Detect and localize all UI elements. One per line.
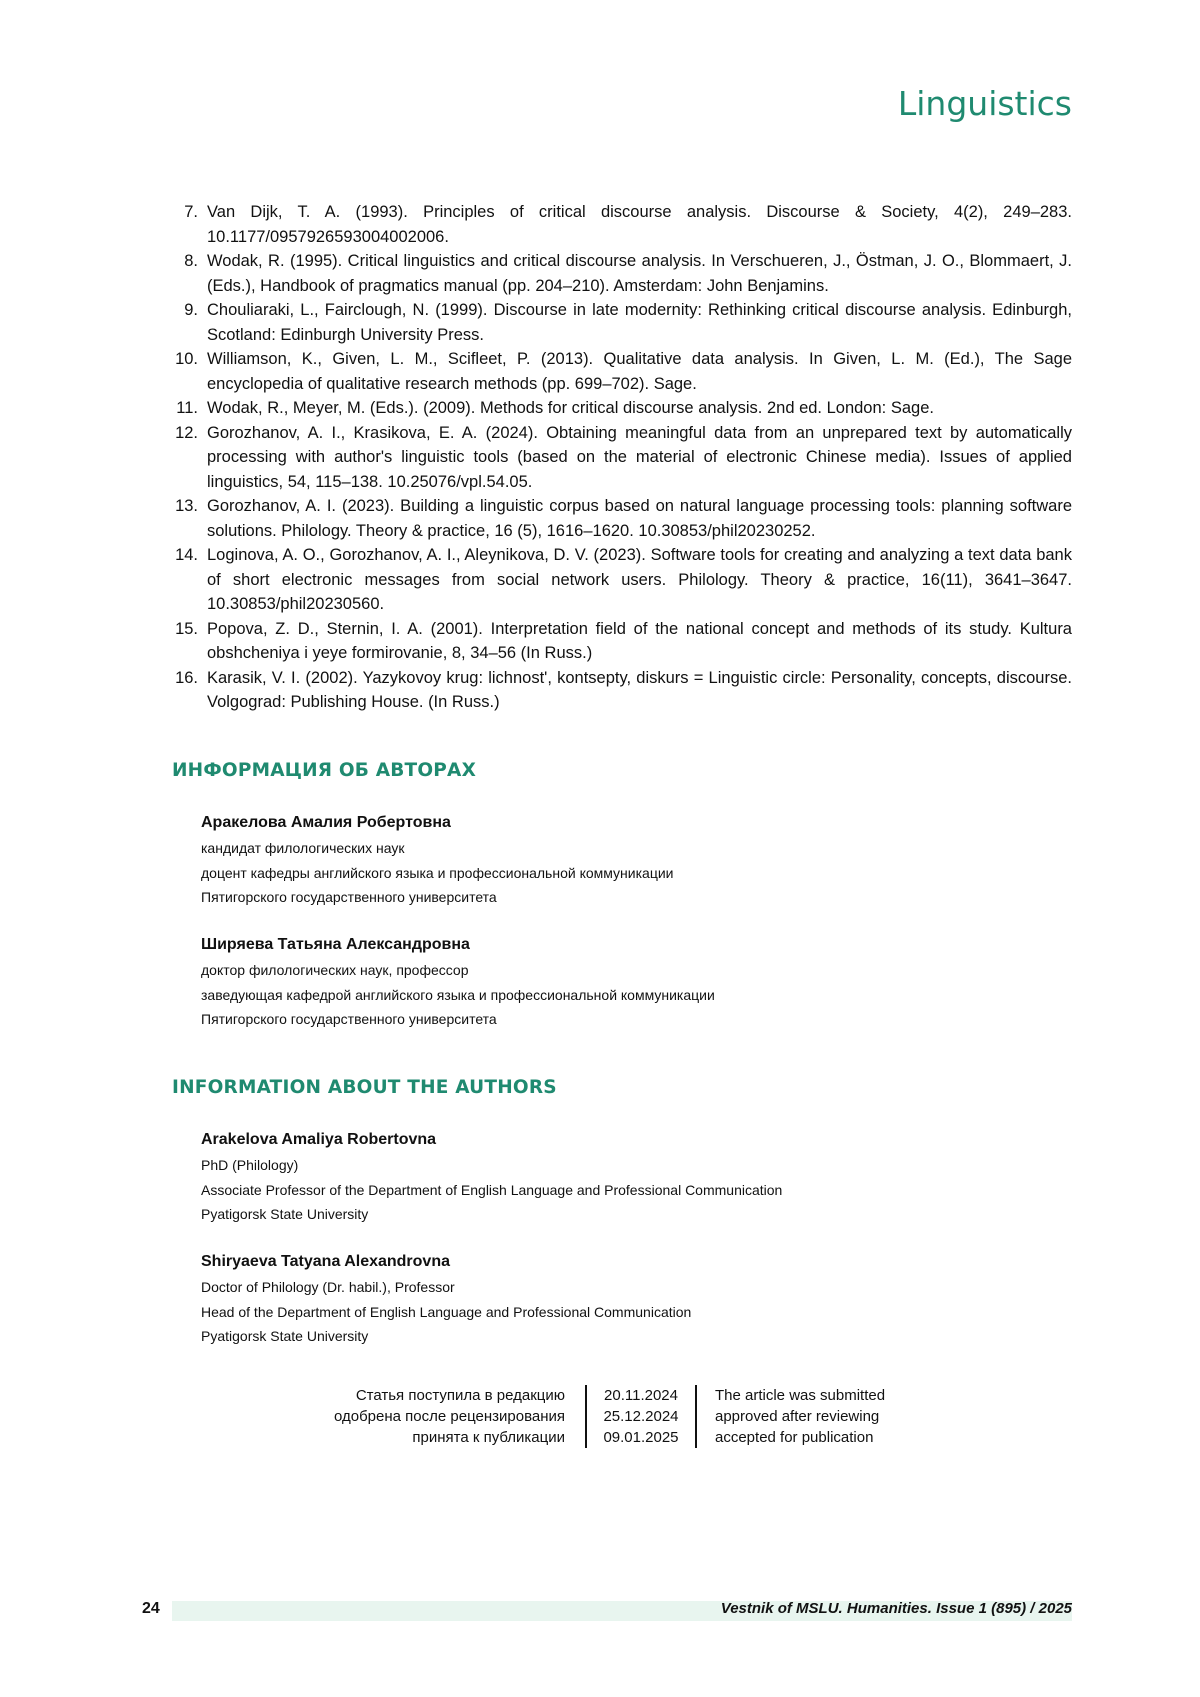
reference-number: 10. — [158, 347, 198, 372]
page-number: 24 — [142, 1600, 160, 1618]
reference-text: Loginova, A. O., Gorozhanov, A. I., Aleynikova, D. V. (2023). Software tools for creating and analyzing a text data bank of short electronic messages from social network users. Philology. Theory & practice, 16(11), 3641–3647. 10.30853/phil20230560. — [207, 546, 1072, 613]
approved-label-ru: одобрена после рецензирования — [300, 1406, 565, 1427]
dates-values — [587, 1385, 697, 1448]
accepted-label-ru: принята к публикации — [300, 1427, 565, 1448]
reference-item — [172, 298, 1072, 347]
submitted-date: 20.11.2024 — [595, 1385, 687, 1406]
section-label: Linguistics — [898, 84, 1072, 123]
reference-text: Popova, Z. D., Sternin, I. A. (2001). Interpretation field of the national concept and methods of its study. Kultura obshcheniya i yeye formirovanie, 8, 34–56 (In Russ.) — [207, 620, 1072, 663]
reference-item — [172, 617, 1072, 666]
author-position: Head of the Department of English Language and Professional Communication — [201, 1300, 691, 1325]
reference-number: 8. — [158, 249, 198, 274]
reference-item — [172, 200, 1072, 249]
author-block-ru-2 — [201, 932, 715, 1032]
author-affiliation: Pyatigorsk State University — [201, 1324, 691, 1349]
reference-item — [172, 396, 1072, 421]
reference-number: 16. — [158, 666, 198, 691]
author-block-ru-1 — [201, 810, 674, 910]
authors-en-heading: INFORMATION ABOUT THE AUTHORS — [172, 1077, 557, 1098]
reference-number: 7. — [158, 200, 198, 225]
dates-ru-labels — [300, 1385, 587, 1448]
approved-label-en: approved after reviewing — [715, 1406, 885, 1427]
reference-number: 13. — [158, 494, 198, 519]
submitted-label-en: The article was submitted — [715, 1385, 885, 1406]
author-degree: кандидат филологических наук — [201, 836, 674, 861]
reference-number: 14. — [158, 543, 198, 568]
submission-dates — [300, 1385, 885, 1448]
submitted-label-ru: Статья поступила в редакцию — [300, 1385, 565, 1406]
authors-ru-heading: ИНФОРМАЦИЯ ОБ АВТОРАХ — [172, 760, 476, 781]
reference-text: Chouliaraki, L., Fairclough, N. (1999). Discourse in late modernity: Rethinking critical discourse analysis. Edinburgh, Scotland: Edinburgh University Press. — [207, 301, 1072, 344]
reference-text: Van Dijk, T. A. (1993). Principles of critical discourse analysis. Discourse & Society, 4(2), 249–283. 10.1177/0957926593004002006. — [207, 203, 1072, 246]
accepted-label-en: accepted for publication — [715, 1427, 885, 1448]
author-position: доцент кафедры английского языка и профессиональной коммуникации — [201, 861, 674, 886]
reference-text: Wodak, R. (1995). Critical linguistics and critical discourse analysis. In Verschueren, J., Östman, J. O., Blommaert, J. (Eds.), Handbook of pragmatics manual (pp. 204–210). Amsterdam: John Benjamins. — [207, 252, 1072, 295]
author-position: Associate Professor of the Department of English Language and Professional Communication — [201, 1178, 782, 1203]
reference-item — [172, 666, 1072, 715]
reference-number: 12. — [158, 421, 198, 446]
author-name: Ширяева Татьяна Александровна — [201, 932, 715, 958]
reference-text: Gorozhanov, A. I., Krasikova, E. A. (2024). Obtaining meaningful data from an unprepared text by automatically processing with author's linguistic tools (based on the material of electronic Chinese media). Issues of applied linguistics, 54, 115–138. 10.25076/vpl.54.05. — [207, 424, 1072, 491]
author-name: Аракелова Амалия Робертовна — [201, 810, 674, 836]
author-name: Shiryaeva Tatyana Alexandrovna — [201, 1249, 691, 1275]
reference-number: 9. — [158, 298, 198, 323]
reference-text: Williamson, K., Given, L. M., Scifleet, P. (2013). Qualitative data analysis. In Given, L. M. (Ed.), The Sage encyclopedia of qualitative research methods (pp. 699–702). Sage. — [207, 350, 1072, 393]
author-degree: Doctor of Philology (Dr. habil.), Professor — [201, 1275, 691, 1300]
author-block-en-1 — [201, 1127, 782, 1227]
accepted-date: 09.01.2025 — [595, 1427, 687, 1448]
author-degree: PhD (Philology) — [201, 1153, 782, 1178]
reference-text: Wodak, R., Meyer, M. (Eds.). (2009). Methods for critical discourse analysis. 2nd ed. London: Sage. — [207, 399, 934, 417]
reference-number: 15. — [158, 617, 198, 642]
author-name: Arakelova Amaliya Robertovna — [201, 1127, 782, 1153]
reference-list — [172, 200, 1072, 715]
author-affiliation: Пятигорского государственного университета — [201, 1007, 715, 1032]
reference-text: Gorozhanov, A. I. (2023). Building a linguistic corpus based on natural language processing tools: planning software solutions. Philology. Theory & practice, 16 (5), 1616–1620. 10.30853/phil20230252. — [207, 497, 1072, 540]
reference-item — [172, 249, 1072, 298]
author-position: заведующая кафедрой английского языка и профессиональной коммуникации — [201, 983, 715, 1008]
dates-en-labels — [697, 1385, 885, 1448]
author-degree: доктор филологических наук, профессор — [201, 958, 715, 983]
reference-text: Karasik, V. I. (2002). Yazykovoy krug: lichnost', kontsepty, diskurs = Linguistic circle: Personality, concepts, discourse. Volgograd: Publishing House. (In Russ.) — [207, 669, 1072, 712]
approved-date: 25.12.2024 — [595, 1406, 687, 1427]
reference-item — [172, 421, 1072, 495]
author-affiliation: Пятигорского государственного университета — [201, 885, 674, 910]
author-affiliation: Pyatigorsk State University — [201, 1202, 782, 1227]
reference-item — [172, 543, 1072, 617]
journal-title: Vestnik of MSLU. Humanities. Issue 1 (895) / 2025 — [721, 1600, 1072, 1617]
reference-item — [172, 347, 1072, 396]
reference-number: 11. — [158, 396, 198, 421]
author-block-en-2 — [201, 1249, 691, 1349]
reference-item — [172, 494, 1072, 543]
